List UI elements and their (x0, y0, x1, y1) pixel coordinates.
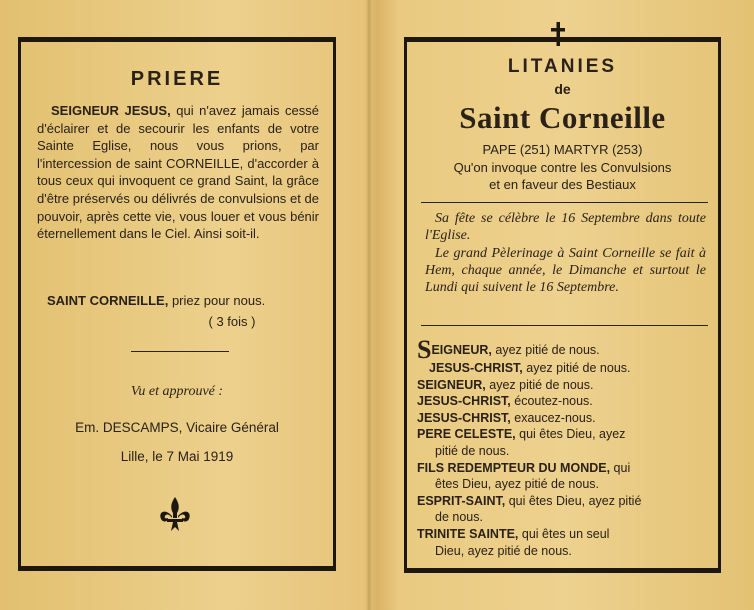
litany-list (417, 335, 710, 559)
prayer-text (37, 102, 319, 243)
repeat-count: ( 3 fois ) (208, 314, 256, 329)
invocation-name: SAINT CORNEILLE, (47, 293, 169, 308)
litany-item: JESUS-CHRIST, écoutez-nous. (417, 394, 593, 409)
invocation-line (47, 293, 323, 308)
feast-text (425, 210, 706, 296)
litany-item: SEIGNEUR, ayez pitié de nous. (417, 377, 594, 392)
litany-item: ESPRIT-SAINT, qui êtes Dieu, ayez pitié de nous. (417, 493, 642, 525)
litany-title: LITANIES (507, 56, 618, 77)
drop-cap: S (417, 335, 432, 364)
litany-item: JESUS-CHRIST, ayez pitié de nous. (429, 361, 631, 375)
prayer-title: PRIERE (130, 68, 224, 90)
place-date: Lille, le 7 Mai 1919 (120, 449, 234, 464)
litany-panel (404, 37, 721, 573)
invocation-rest: priez pour nous. (168, 293, 266, 308)
separator-line (131, 351, 229, 352)
prayer-lead: SEIGNEUR JESUS, (51, 103, 171, 118)
center-fold (366, 0, 372, 610)
approval-note: Vu et approuvé : (130, 384, 224, 399)
litany-item: TRINITE SAINTE, qui êtes un seul Dieu, ayez pitié de nous. (417, 526, 610, 558)
litany-item: PERE CELESTE, qui êtes Dieu, ayez pitié de nous. (417, 427, 626, 458)
divider-bottom (421, 325, 708, 326)
litany-de: de (554, 81, 571, 97)
litany-item: JESUS-CHRIST, exaucez-nous. (417, 410, 596, 425)
prayer-panel (18, 37, 336, 571)
fleur-de-lis-icon (155, 496, 195, 534)
saint-name: Saint Corneille (459, 100, 666, 135)
divider-top (421, 202, 708, 203)
litany-item: FILS REDEMPTEUR DU MONDE, qui êtes Dieu, ayez pitié de nous. (417, 460, 631, 492)
feast-date: Sa fête se célèbre le 16 Septembre dans toute l'Eglise. (425, 211, 706, 244)
litany-item: SEIGNEUR, ayez pitié de nous. (417, 335, 600, 364)
invoked-for: et en faveur des Bestiaux (489, 177, 636, 192)
prayer-body: qui n'avez jamais cessé d'éclairer et de secourir les enfants de votre Sainte Eglise, nous vous prions, par l'intercession de saint CORNEILLE, d'accorder à tous ceux qui invoquent ce grand Saint, la grâce d'être préservés ou délivrés de convulsions et de pouvoir, après cette vie, vous louer et vous bénir éternellement dans le Ciel. Ainsi soit-il. (37, 103, 319, 242)
vicar-signature: Em. DESCAMPS, Vicaire Général (75, 420, 279, 435)
pilgrimage-info: Le grand Pèlerinage à Saint Corneille se fait à Hem, chaque année, le Dimanche et surtout le Lundi qui suivent le 16 Septembre. (425, 245, 706, 296)
pope-martyr-line: PAPE (251) MARTYR (253) (482, 142, 643, 157)
invoked-against: Qu'on invoque contre les Convulsions (453, 160, 672, 175)
